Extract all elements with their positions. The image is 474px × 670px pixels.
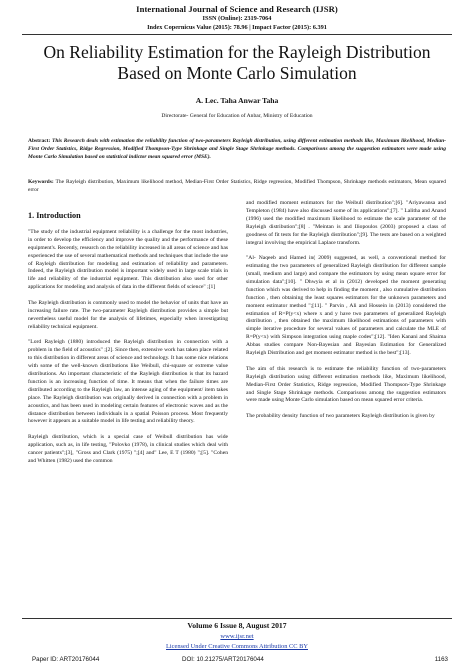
intro-paragraph-6: "Al- Naqeeb and Hamed in( 2009) suggested, as well, a conventional method for estimating the two parameters of generalized Rayleigh distribution for different sample (small, medium and large) and compare the estimators by using mean square error for simulation data";[10]. " Dhwyia et al in (2012) developed the moment generating function which was derived to help in finding the moment , also cumulative distribution function , then obtaining the least squares estimators for the unknown parameters and moment estimator method ";[11]. " Parvin , Ali and Hossein in (2013) considered the estimation of R=P(y<x) where x and y have two parameters of generalized Rayleigh distribution , then obtained the maximum likelihood estimations of parameters with simple iterative procedure for several values of parameters and calculate the MLE of R=P(y<x) with Simpson integration using maple codes";[12]. "Iden Kanani and Shaima Abbas studies compare Non-Bayesian and Bayesian Estimation for Generalized Rayleigh Distribution and get moment estimator method is the best";[13]. bbox=[246, 255, 446, 357]
intro-paragraph-5: and modified moment estimators for the Weibull distribution";[6]. "Ariyawansa and Templeton (1984) have also discussed some of its applications";[7]. " Lalitha and Anand (1996) used the modified maximum likelihood to estimate the scale parameter of the Rayleigh distribution";[8] . "Meintan is and Iliopoulos (2003) proposed a class of goodness of fit tests for the Rayleigh distribution";[9]. The tests are based on a weighted integral involving the empirical Laplace transform. bbox=[246, 200, 446, 246]
footer-paper-id: Paper ID: ART20176044 bbox=[32, 656, 100, 663]
right-column bbox=[246, 200, 446, 429]
footer-rule bbox=[22, 618, 452, 619]
abstract bbox=[28, 138, 446, 161]
intro-paragraph-1: "The study of the industrial equipment reliability is a challenge for the most industries, in order to develop the efficiency and improve the quality and the performance of these equipment's. Recently, research on the reliability increased in all areas of science and has experienced the use of several mathematical methods and techniques that include the use of Rayleigh distribution for modeling and estimation of reliability and parameters. Indeed, the Rayleigh distribution model is important widely used in large scale trials in life and reliability of the industrial equipment. This distribution also used for other applications for modeling and analysis of data in the different fields of science" ;[1] bbox=[28, 228, 228, 291]
paper-title: On Reliability Estimation for the Rayleigh Distribution Based on Monte Carlo Simulation bbox=[43, 42, 431, 83]
keywords bbox=[28, 179, 446, 195]
footer-page-number: 1163 bbox=[434, 656, 448, 663]
intro-paragraph-4: Rayleigh distribution, which is a special case of Weibull distribution has wide application, such as, in life testing, "Polovko (1978), in clinical studies which deal with cancer patients";[3], "Gross and Clark (1975) ";[4] and" Lee, E T (1980) ";[5]. "Cohen and Whitten (1982) used the common bbox=[28, 434, 228, 464]
left-column bbox=[28, 212, 228, 474]
section-heading: 1. Introduction bbox=[28, 211, 81, 220]
footer-volume: Volume 6 Issue 8, August 2017 bbox=[187, 621, 287, 630]
abstract-label: Abstract: bbox=[28, 138, 51, 144]
footer-doi: DOI: 10.21275/ART20176044 bbox=[182, 656, 264, 663]
intro-paragraph-7: The aim of this research is to estimate the reliability function of two-parameters Rayleigh distribution using different estimation methods like, Maximum likelihood, Median-First Order Statistics, Ridge regression, Modified Thompson-Type Shrinkage and Single Stage Shrinkage methods. Comparisons among the suggestion estimators were made using Monte Carlo simulation based on mean squared error criteria. bbox=[246, 365, 446, 404]
keywords-text: The Rayleigh distribution, Maximum likelihood method, Median-First Order Statistics, Ridge regression, Modified Thompson, Shrinkage methods estimators, Mean squared error bbox=[28, 179, 446, 193]
footer-license-link[interactable]: Licensed Under Creative Commons Attribution CC BY bbox=[166, 643, 308, 650]
intro-paragraph-3: "Lord Rayleigh (1880) introduced the Rayleigh distribution in connection with a problem in the field of acoustics" ;[2]. Since then, extensive work has taken place related to this distribution in different areas of science and technology. It has some nice relations with some of the well-known distributions like Weibull, chi-square or extreme value distributions. An important characteristic of the Rayleigh distribution is that its hazard function is an increasing function of time. It means that when the failure times are distributed according to the Rayleigh law, an intense aging of the equipment/ item takes place. The Rayleigh distribution was originally derived in connection with a problem in acoustics, and has been used in modeling certain features of electronic waves and as the distance distribution between individuals in a spatial Poisson process. Most frequently however it appears as a suitable model in life testing and reliability theory. bbox=[28, 339, 228, 425]
author-affiliation: Directorate- General for Education of Anbar, Ministry of Education bbox=[161, 113, 313, 119]
journal-name: International Journal of Science and Research (IJSR) bbox=[136, 4, 338, 14]
journal-factors: Index Copernicus Value (2015): 78.96 | Impact Factor (2015): 6.391 bbox=[147, 24, 327, 31]
author-name: A. Lec. Taha Anwar Taha bbox=[195, 96, 279, 105]
keywords-label: Keywords: bbox=[28, 179, 54, 185]
abstract-text: This Research deals with estimation the reliability function of two-parameters Rayleigh distribution, using different estimation methods like, Maximum likelihood, Median-First Order Statistics, Ridge Regression, Modified Thompson-Type Shrinkage and Single Stage Shrinkage methods. Comparisons among the suggestion estimators were made using Monte Carlo Simulation based on statistical indictor mean squared error (MSE). bbox=[28, 138, 447, 160]
intro-paragraph-2: The Rayleigh distribution is commonly used to model the behavior of units that have an increasing failure rate. The two-parameter Rayleigh distribution provides a simple but nevertheless useful model for the analysis of lifetimes, especially when investigating reliability technical equipment. bbox=[28, 299, 228, 330]
header-rule bbox=[22, 34, 452, 35]
journal-issn: ISSN (Online): 2319-7064 bbox=[202, 15, 272, 22]
footer-website-link[interactable]: www.ijsr.net bbox=[220, 633, 254, 640]
intro-paragraph-8: The probability density function of two parameters Rayleigh distribution is given by bbox=[246, 413, 435, 420]
